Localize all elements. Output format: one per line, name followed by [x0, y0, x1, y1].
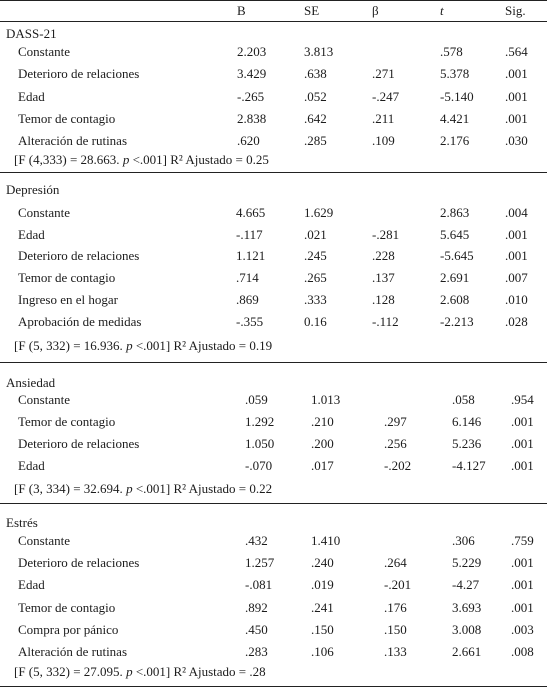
cell-b: .283 — [245, 644, 268, 659]
cell-se: .245 — [304, 248, 327, 263]
cell-sig: .954 — [511, 392, 534, 407]
model-statistic — [14, 338, 272, 354]
cell-beta: -.112 — [372, 314, 399, 329]
cell-b: 1.257 — [245, 555, 275, 570]
stat-open: [F (5, 332) = 27.095. — [14, 664, 127, 679]
row-label: Edad — [18, 577, 45, 592]
row-label: Constante — [18, 392, 70, 407]
cell-beta: .271 — [372, 66, 395, 81]
cell-se: .642 — [304, 111, 327, 126]
stat-open: [F (4,333) = 28.663. — [14, 152, 123, 167]
stat-p: p — [126, 664, 133, 679]
cell-t: .058 — [452, 392, 475, 407]
cell-beta: .128 — [372, 292, 395, 307]
cell-beta: .109 — [372, 133, 395, 148]
cell-t: 2.691 — [440, 270, 470, 285]
row-label: Temor de contagio — [18, 111, 116, 126]
cell-b: 1.050 — [245, 436, 275, 451]
cell-t: 2.863 — [440, 205, 470, 220]
row-label: Deterioro de relaciones — [18, 248, 140, 263]
cell-b: .869 — [236, 292, 259, 307]
cell-t: 5.236 — [452, 436, 482, 451]
cell-se: 1.629 — [304, 205, 334, 220]
section-title: Depresión — [6, 182, 60, 197]
cell-se: .265 — [304, 270, 327, 285]
cell-sig: .001 — [505, 66, 528, 81]
cell-t: 4.421 — [440, 111, 470, 126]
cell-se: .638 — [304, 66, 327, 81]
row-label: Temor de contagio — [18, 414, 116, 429]
row-label: Compra por pánico — [18, 622, 119, 637]
cell-sig: .001 — [511, 436, 534, 451]
row-label: Aprobación de medidas — [18, 314, 142, 329]
cell-beta: -.201 — [384, 577, 412, 592]
cell-t: 5.378 — [440, 66, 470, 81]
header-t: t — [440, 3, 444, 18]
top-rule — [0, 0, 547, 1]
cell-beta: -.281 — [372, 227, 400, 242]
cell-t: 3.693 — [452, 600, 482, 615]
cell-sig: .010 — [505, 292, 528, 307]
cell-sig: .004 — [505, 205, 528, 220]
cell-beta: -.202 — [384, 458, 412, 473]
stat-p: p — [126, 481, 133, 496]
cell-b: .620 — [237, 133, 260, 148]
cell-se: 1.410 — [311, 533, 341, 548]
cell-sig: .028 — [505, 314, 528, 329]
header-beta: β — [372, 3, 379, 18]
cell-t: 5.229 — [452, 555, 482, 570]
cell-t: .578 — [440, 44, 463, 59]
cell-beta: .150 — [384, 622, 407, 637]
cell-sig: .001 — [505, 89, 528, 104]
cell-se: .150 — [311, 622, 334, 637]
stat-mid: <.001] R² Ajustado = 0.25 — [129, 152, 269, 167]
stat-open: [F (5, 332) = 16.936. — [14, 338, 127, 353]
row-label: Alteración de rutinas — [18, 644, 128, 659]
cell-sig: .001 — [511, 600, 534, 615]
stat-open: [F (3, 334) = 32.694. — [14, 481, 127, 496]
cell-sig: .003 — [511, 622, 534, 637]
stat-mid: <.001] R² Ajustado = 0.19 — [132, 338, 273, 353]
cell-t: 2.661 — [452, 644, 482, 659]
cell-sig: .001 — [505, 111, 528, 126]
cell-se: .285 — [304, 133, 327, 148]
cell-b: 3.429 — [237, 66, 267, 81]
cell-sig: .007 — [505, 270, 528, 285]
header-b: B — [237, 3, 246, 18]
cell-b: -.081 — [245, 577, 273, 592]
cell-b: .714 — [236, 270, 259, 285]
cell-beta: .211 — [372, 111, 395, 126]
cell-t: -5.140 — [440, 89, 474, 104]
stat-mid: <.001] R² Ajustado = 0.22 — [132, 481, 273, 496]
header-se: SE — [304, 3, 320, 18]
row-label: Temor de contagio — [18, 600, 116, 615]
cell-se: .333 — [304, 292, 327, 307]
cell-b: .892 — [245, 600, 268, 615]
section-rule — [0, 503, 547, 504]
cell-b: -.117 — [236, 227, 263, 242]
cell-t: -2.213 — [440, 314, 474, 329]
row-label: Constante — [18, 205, 70, 220]
cell-se: .200 — [311, 436, 334, 451]
cell-se: .240 — [311, 555, 334, 570]
cell-beta: -.247 — [372, 89, 400, 104]
row-label: Deterioro de relaciones — [18, 555, 140, 570]
cell-beta: .297 — [384, 414, 407, 429]
cell-b: -.070 — [245, 458, 273, 473]
row-label: Constante — [18, 533, 70, 548]
cell-b: .059 — [245, 392, 268, 407]
cell-se: .017 — [311, 458, 334, 473]
cell-sig: .001 — [511, 414, 534, 429]
row-label: Edad — [18, 458, 45, 473]
cell-b: 2.203 — [237, 44, 267, 59]
cell-t: -4.127 — [452, 458, 486, 473]
cell-b: .450 — [245, 622, 268, 637]
cell-se: 0.16 — [304, 314, 327, 329]
cell-b: -.355 — [236, 314, 264, 329]
cell-beta: .133 — [384, 644, 407, 659]
cell-sig: .001 — [511, 458, 534, 473]
row-label: Edad — [18, 227, 45, 242]
cell-se: .241 — [311, 600, 334, 615]
cell-t: 2.176 — [440, 133, 470, 148]
section-title: Estrés — [6, 515, 38, 530]
cell-se: .210 — [311, 414, 334, 429]
model-statistic — [14, 664, 266, 680]
row-label: Deterioro de relaciones — [18, 436, 140, 451]
cell-t: .306 — [452, 533, 475, 548]
cell-beta: .264 — [384, 555, 407, 570]
cell-b: 4.665 — [236, 205, 266, 220]
cell-sig: .001 — [511, 577, 534, 592]
stat-mid: <.001] R² Ajustado = .28 — [132, 664, 266, 679]
row-label: Deterioro de relaciones — [18, 66, 140, 81]
cell-se: .021 — [304, 227, 327, 242]
row-label: Ingreso en el hogar — [18, 292, 118, 307]
section-rule — [0, 362, 547, 363]
cell-sig: .001 — [511, 555, 534, 570]
cell-b: 2.838 — [237, 111, 267, 126]
cell-b: -.265 — [237, 89, 265, 104]
cell-se: 3.813 — [304, 44, 334, 59]
section-title: Ansiedad — [6, 375, 56, 390]
model-statistic — [14, 152, 269, 168]
cell-b: 1.292 — [245, 414, 275, 429]
cell-beta: .137 — [372, 270, 395, 285]
row-label: Constante — [18, 44, 70, 59]
header-rule — [0, 21, 547, 22]
row-label: Edad — [18, 89, 45, 104]
bottom-rule — [0, 686, 547, 687]
cell-beta: .228 — [372, 248, 395, 263]
cell-t: 3.008 — [452, 622, 482, 637]
cell-sig: .759 — [511, 533, 534, 548]
cell-sig: .564 — [505, 44, 528, 59]
stat-p: p — [126, 338, 133, 353]
cell-se: .019 — [311, 577, 334, 592]
header-sig: Sig. — [505, 3, 526, 18]
cell-sig: .001 — [505, 227, 528, 242]
cell-b: .432 — [245, 533, 268, 548]
cell-sig: .008 — [511, 644, 534, 659]
model-statistic — [14, 481, 272, 497]
cell-se: .106 — [311, 644, 334, 659]
cell-t: -4.27 — [452, 577, 480, 592]
row-label: Temor de contagio — [18, 270, 116, 285]
cell-beta: .256 — [384, 436, 407, 451]
stat-p: p — [122, 152, 130, 167]
cell-t: 5.645 — [440, 227, 470, 242]
cell-se: .052 — [304, 89, 327, 104]
section-title: DASS-21 — [6, 26, 57, 41]
cell-t: 6.146 — [452, 414, 482, 429]
cell-sig: .001 — [505, 248, 528, 263]
cell-sig: .030 — [505, 133, 528, 148]
cell-beta: .176 — [384, 600, 407, 615]
section-rule — [0, 172, 547, 173]
cell-se: 1.013 — [311, 392, 341, 407]
row-label: Alteración de rutinas — [18, 133, 128, 148]
cell-t: -5.645 — [440, 248, 474, 263]
cell-t: 2.608 — [440, 292, 470, 307]
cell-b: 1.121 — [236, 248, 266, 263]
